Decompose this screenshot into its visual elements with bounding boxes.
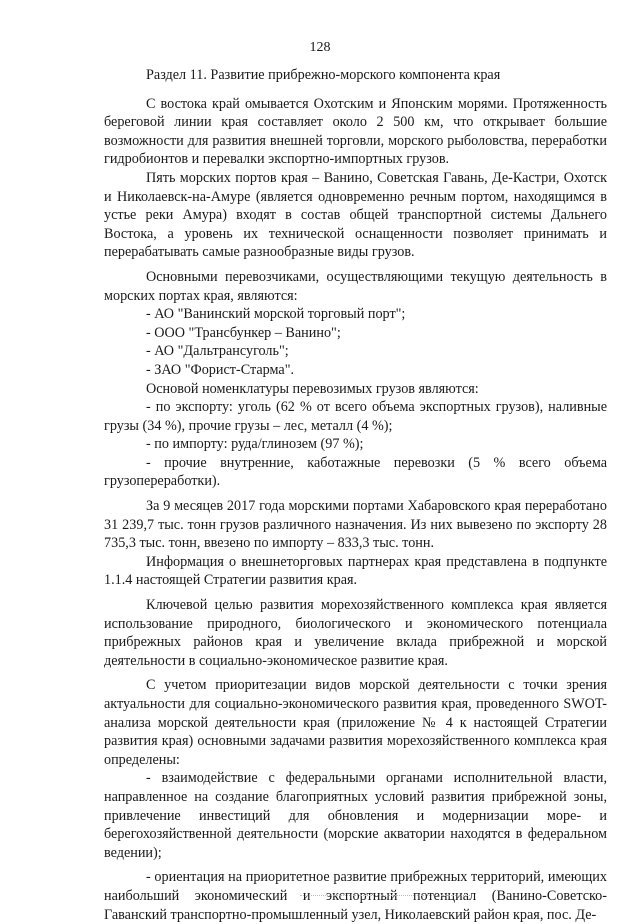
paragraph: Основными перевозчиками, осуществляющими текущую деятельность в морских портах края, являются: [104, 268, 607, 304]
document-body [104, 66, 607, 924]
paragraph: С востока край омывается Охотским и Японским морями. Протяженность береговой линии края составляет около 2 500 км, что открывает большие возможности для развития внешней торговли, морского рыболовства, переработки гидробионтов и перевалки экспортно-импортных грузов. [104, 95, 607, 168]
paragraph: Ключевой целью развития морехозяйственного комплекса края является использование природного, биологического и экономического потенциала прибрежных районов края и увеличение вклада прибрежной и морской деятельности в социально-экономическое развитие края. [104, 597, 607, 669]
page-number: 128 [309, 40, 331, 55]
list-item: - прочие внутренние, каботажные перевозки (5 % всего объема грузопереработки). [104, 454, 607, 490]
paragraph: За 9 месяцев 2017 года морскими портами Хабаровского края переработано 31 239,7 тыс. тонн грузов различного назначения. Из них вывезено по экспорту 28 735,3 тыс. тонн, ввезено по импорту – 833,3 тыс. тонн. [104, 498, 607, 552]
list-item: - по импорту: руда/глинозем (97 %); [146, 436, 364, 453]
scan-artifact-line [300, 895, 470, 898]
list-item: - ЗАО "Форист-Старма". [146, 361, 295, 378]
paragraph: Основой номенклатуры перевозимых грузов являются: [146, 380, 479, 397]
list-item: - АО "Ванинский морской торговый порт"; [146, 306, 406, 323]
paragraph: Пять морских портов края – Ванино, Советская Гавань, Де-Кастри, Охотск и Николаевск-на-Амуре (является одновременно речным портом, находящимся в устье реки Амура) входят в состав общей транспортной системы Дальнего Востока, а уровень их технической оснащенности позволяет принимать и перерабатывать самые разнообразные виды грузов. [104, 169, 607, 261]
paragraph: С учетом приоритезации видов морской деятельности с точки зрения актуальности для социально-экономического развития края, проведенного SWOT-анализа морской деятельности края (приложение № 4 к настоящей Стратегии развития края) основными задачами развития морехозяйственного комплекса края определены: [104, 677, 607, 768]
list-item: - ориентация на приоритетное развитие прибрежных территорий, имеющих наибольший экономический и экспортный потенциал (Ванино-Советско-Гаванский транспортно-промышленный узел, Николаевский район края, пос. Де- [104, 869, 607, 923]
section-heading: Раздел 11. Развитие прибрежно-морского компонента края [146, 67, 501, 83]
list-item: - ООО "Трансбункер – Ванино"; [146, 324, 341, 341]
list-item: - АО "Дальтрансуголь"; [146, 343, 289, 360]
list-item: - взаимодействие с федеральными органами исполнительной власти, направленное на создание благоприятных условий развития прибрежной зоны, привлечение инвестиций для обновления и модернизации море- и берегохозяйственной деятельности (морские акватории находятся в федеральном ведении); [104, 770, 607, 861]
list-item: - по экспорту: уголь (62 % от всего объема экспортных грузов), наливные грузы (34 %), прочие грузы – лес, металл (4 %); [104, 399, 607, 434]
paragraph: Информация о внешнеторговых партнерах края представлена в подпункте 1.1.4 настоящей Стратегии развития края. [104, 553, 607, 589]
